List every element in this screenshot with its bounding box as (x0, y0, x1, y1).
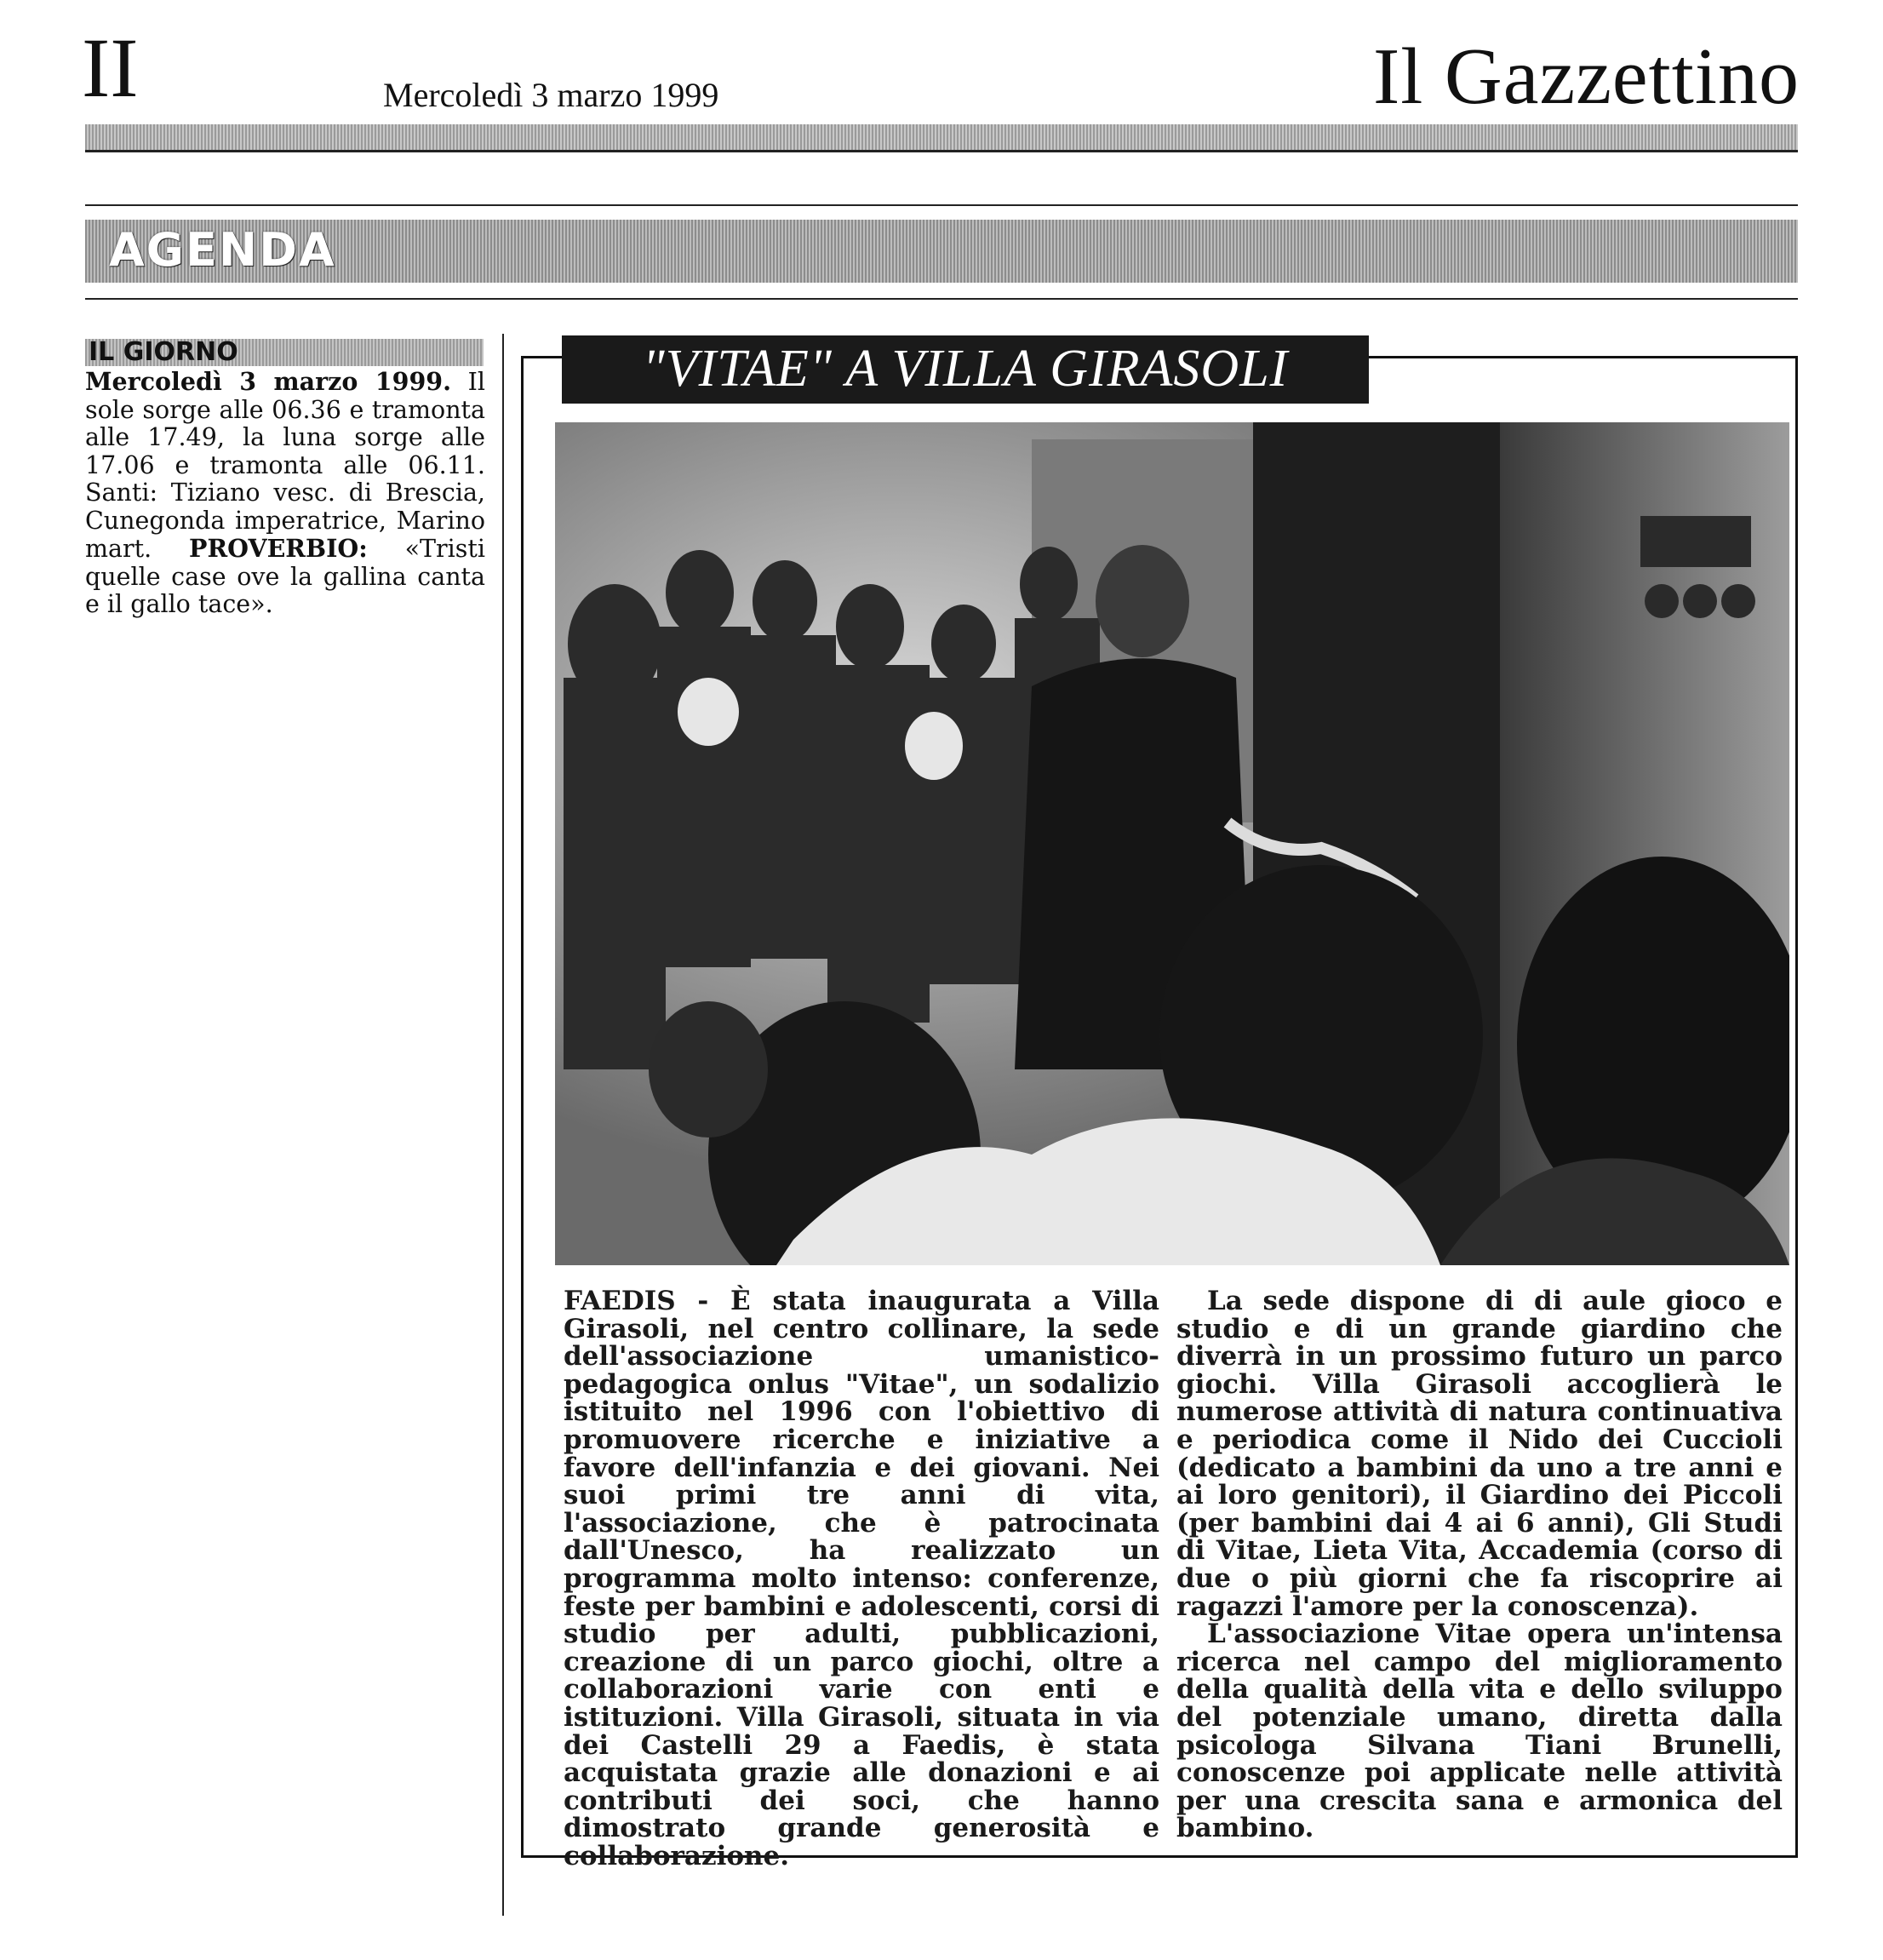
proverb-text: «Tristi quelle case ove la gallina canta e il gallo tace». (85, 535, 485, 618)
section-top-rule (85, 204, 1798, 206)
section-bottom-rule (85, 298, 1798, 300)
il-giorno-date: Mercoledì 3 marzo 1999. (85, 367, 452, 396)
article-photo (555, 422, 1789, 1265)
page-number: II (82, 20, 139, 115)
article-paragraph: L'associazione Vitae opera un'intensa ricerca nel campo del miglioramento della qualità della vita e dello sviluppo del potenziale umano, diretta dalla psicologa Silvana Tiani Brunelli, conoscenze poi applicate nelle attività per una crescita sana e armonica del bambino. (1176, 1619, 1783, 1844)
article-column-2 (1176, 1287, 1783, 1843)
headline: "VITAE" A VILLA GIRASOLI (642, 340, 1289, 398)
section-band (85, 220, 1798, 283)
il-giorno-text (85, 368, 485, 619)
column-divider (502, 334, 504, 1916)
masthead-band (85, 124, 1798, 150)
section-label: AGENDA (109, 223, 336, 277)
newspaper-name: Il Gazzettino (1372, 32, 1800, 121)
proverb-label: PROVERBIO: (189, 534, 368, 563)
il-giorno-almanac: Il sole sorge alle 06.36 e tramonta alle 17.49, la luna sorge alle 17.06 e tramonta alle 06.11. Santi: Tiziano vesc. di Brescia, Cunegonda imperatrice, Marino mart. (85, 368, 485, 563)
issue-date: Mercoledì 3 marzo 1999 (383, 76, 719, 114)
article-paragraph: FAEDIS - È stata inaugurata a Villa Girasoli, nel centro collinare, la sede dell'associazione umanistico-pedagogica onlus "Vitae", un sodalizio istituito nel 1996 con l'obiettivo di promuovere ricerche e iniziative a favore dell'infanzia e dei giovani. Nei suoi primi tre anni di vita, l'associazione, che è patrocinata dall'Unesco, ha realizzato un programma molto intenso: conferenze, feste per bambini e adolescenti, corsi di studio per adulti, pubblicazioni, creazione di un parco giochi, oltre a collaborazioni varie con enti e istituzioni. Villa Girasoli, situata in via dei Castelli 29 a Faedis, è stata acquistata grazie alle donazioni e ai contributi dei soci, che hanno dimostrato grande generosità e collaborazione. (564, 1286, 1159, 1871)
article-paragraph: La sede dispone di di aule gioco e studio e di un grande giardino che diverrà in un prossimo futuro un parco giochi. Villa Girasoli accoglierà le numerose attività di natura continuativa e periodica come il Nido dei Cuccioli (dedicato a bambini da uno a tre anni e ai loro genitori), il Giardino dei Piccoli (per bambini dai 4 ai 6 anni), Gli Studi di Vitae, Lieta Vita, Accademia (corso di due o più giorni che fa riscoprire ai ragazzi l'amore per la conoscenza). (1176, 1286, 1783, 1622)
article-column-1 (564, 1287, 1159, 1870)
masthead-rule (85, 150, 1798, 152)
photo-illustration (555, 422, 1789, 1265)
il-giorno-label: IL GIORNO (89, 337, 238, 367)
